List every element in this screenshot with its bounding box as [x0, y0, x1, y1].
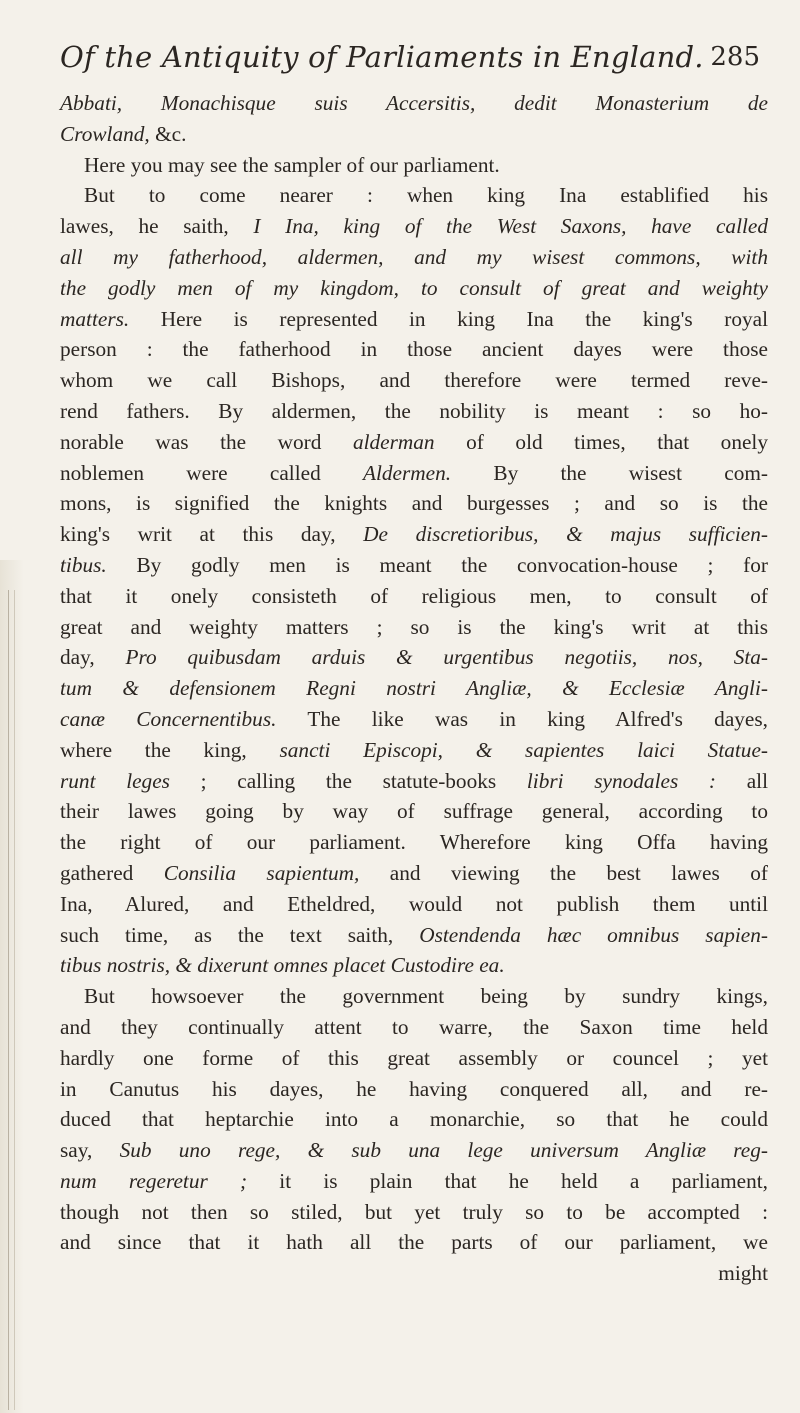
- roman-text: By the wisest com-: [451, 460, 769, 485]
- italic-text: all my fatherhood, aldermen, and my wisest commons, with: [60, 244, 768, 269]
- roman-text: Ina, Alured, and Etheldred, would not publish them until: [60, 891, 768, 916]
- roman-text: lawes, he saith,: [60, 214, 254, 239]
- roman-text: that it onely consisteth of religious men, to consult of: [60, 583, 768, 608]
- italic-text: canæ Concernentibus.: [60, 706, 277, 731]
- text-line: [60, 858, 768, 889]
- text-line: [60, 1135, 768, 1166]
- text-line: [60, 150, 768, 181]
- italic-text: Crowland,: [60, 121, 156, 146]
- text-line: [60, 612, 768, 643]
- roman-text: But to come nearer : when king Ina establified his: [84, 183, 768, 208]
- text-line: [60, 180, 768, 211]
- roman-text: great and weighty matters ; so is the king's writ at this: [60, 614, 768, 639]
- text-line: [60, 735, 768, 766]
- roman-text: where the king,: [60, 737, 280, 762]
- italic-text: the godly men of my kingdom, to consult of great and weighty: [60, 275, 768, 300]
- running-head: Of the Antiquity of Parliaments in England.: [60, 40, 704, 74]
- roman-text: By godly men is meant the convocation-house ; for: [106, 552, 768, 577]
- text-line: [60, 427, 768, 458]
- text-line: [60, 1227, 768, 1258]
- italic-text: De discretioribus, & majus sufficien-: [363, 522, 768, 547]
- text-line: [60, 673, 768, 704]
- text-line: [60, 458, 768, 489]
- text-line: [60, 642, 768, 673]
- text-line: [60, 704, 768, 735]
- roman-text: in Canutus his dayes, he having conquered all, and re-: [60, 1076, 768, 1101]
- italic-text: Pro quibusdam arduis & urgentibus negotiis, nos, Sta-: [125, 645, 769, 670]
- text-line: [60, 334, 768, 365]
- text-line: [60, 1012, 768, 1043]
- text-line: [60, 1258, 768, 1289]
- roman-text: mons, is signified the knights and burgesses ; and so is the: [60, 491, 768, 516]
- roman-text: such time, as the text saith,: [60, 922, 420, 947]
- text-line: [60, 1074, 768, 1105]
- text-line: [60, 88, 768, 119]
- page-gutter-shadow: [0, 560, 24, 1413]
- text-line: [60, 550, 768, 581]
- roman-text: gathered: [60, 860, 164, 885]
- text-line: [60, 488, 768, 519]
- roman-text: the right of our parliament. Wherefore king Offa having: [60, 830, 768, 855]
- roman-text: king's writ at this day,: [60, 522, 364, 547]
- italic-text: tum & defensionem Regni nostri Angliæ, & Ecclesiæ Angli-: [60, 676, 768, 701]
- roman-text: say,: [60, 1138, 120, 1163]
- italic-text: libri synodales :: [526, 768, 717, 793]
- text-line: [60, 1197, 768, 1228]
- italic-text: Sub uno rege, & sub una lege universum Angliæ reg-: [119, 1138, 768, 1163]
- text-line: [60, 396, 768, 427]
- italic-text: Ostendenda hæc omnibus sapien-: [419, 922, 768, 947]
- italic-text: sancti Episcopi, & sapientes laici Statue-: [279, 737, 768, 762]
- roman-text: and they continually attent to warre, the Saxon time held: [60, 1014, 768, 1039]
- roman-text: it is plain that he held a parliament,: [247, 1168, 768, 1193]
- roman-text: of old times, that onely: [434, 429, 768, 454]
- italic-text: num regeretur ;: [60, 1168, 248, 1193]
- roman-text: and since that it hath all the parts of our parliament, we: [60, 1230, 768, 1255]
- italic-text: tibus.: [60, 552, 107, 577]
- text-line: [60, 889, 768, 920]
- roman-text: hardly one forme of this great assembly or councel ; yet: [60, 1045, 768, 1070]
- roman-text: whom we call Bishops, and therefore were termed reve-: [60, 368, 768, 393]
- roman-text: noblemen were called: [60, 460, 363, 485]
- page-edge-line: [8, 590, 9, 1410]
- text-line: [60, 581, 768, 612]
- text-line: [60, 1104, 768, 1135]
- page-number: 285: [710, 42, 760, 72]
- roman-text: Here is represented in king Ina the king's royal: [129, 306, 768, 331]
- text-line: [60, 796, 768, 827]
- roman-text: rend fathers. By aldermen, the nobility is meant : so ho-: [60, 398, 768, 423]
- text-line: [60, 242, 768, 273]
- roman-text: duced that heptarchie into a monarchie, so that he could: [60, 1107, 768, 1132]
- roman-text: all: [716, 768, 768, 793]
- roman-text: ; calling the statute-books: [169, 768, 527, 793]
- roman-text: person : the fatherhood in those ancient dayes were those: [60, 337, 768, 362]
- roman-text: and viewing the best lawes of: [359, 860, 768, 885]
- text-line: [60, 950, 768, 981]
- roman-text: But howsoever the government being by sundry kings,: [84, 984, 768, 1009]
- text-line: [60, 1166, 768, 1197]
- roman-text: &c.: [155, 121, 187, 146]
- italic-text: Aldermen.: [362, 460, 452, 485]
- text-line: [60, 1043, 768, 1074]
- text-line: [60, 766, 768, 797]
- italic-text: runt leges: [60, 768, 170, 793]
- italic-text: Abbati, Monachisque suis Accersitis, dedit Monasterium de: [60, 91, 768, 115]
- roman-text: The like was in king Alfred's dayes,: [276, 706, 769, 731]
- roman-text: though not then so stiled, but yet truly so to be accompted :: [60, 1199, 768, 1224]
- italic-text: I Ina, king of the West Saxons, have called: [253, 214, 769, 239]
- italic-text: tibus nostris, & dixerunt omnes placet Custodire ea.: [60, 953, 505, 978]
- text-line: [60, 519, 768, 550]
- text-line: [60, 827, 768, 858]
- roman-text: norable was the word: [60, 429, 353, 454]
- body-text: [60, 88, 768, 1289]
- italic-text: alderman: [352, 429, 435, 454]
- text-line: [60, 981, 768, 1012]
- text-line: [60, 211, 768, 242]
- roman-text: might: [718, 1261, 768, 1286]
- text-line: [60, 304, 768, 335]
- roman-text: Here you may see the sampler of our parliament.: [84, 152, 500, 177]
- text-line: [60, 119, 768, 150]
- italic-text: Consilia sapientum,: [163, 860, 360, 885]
- roman-text: day,: [60, 645, 126, 670]
- roman-text: their lawes going by way of suffrage general, according to: [60, 799, 768, 824]
- text-line: [60, 273, 768, 304]
- page-header: [60, 40, 760, 80]
- page-edge-line: [14, 590, 15, 1410]
- italic-text: matters.: [60, 306, 130, 331]
- text-line: [60, 920, 768, 951]
- text-line: [60, 365, 768, 396]
